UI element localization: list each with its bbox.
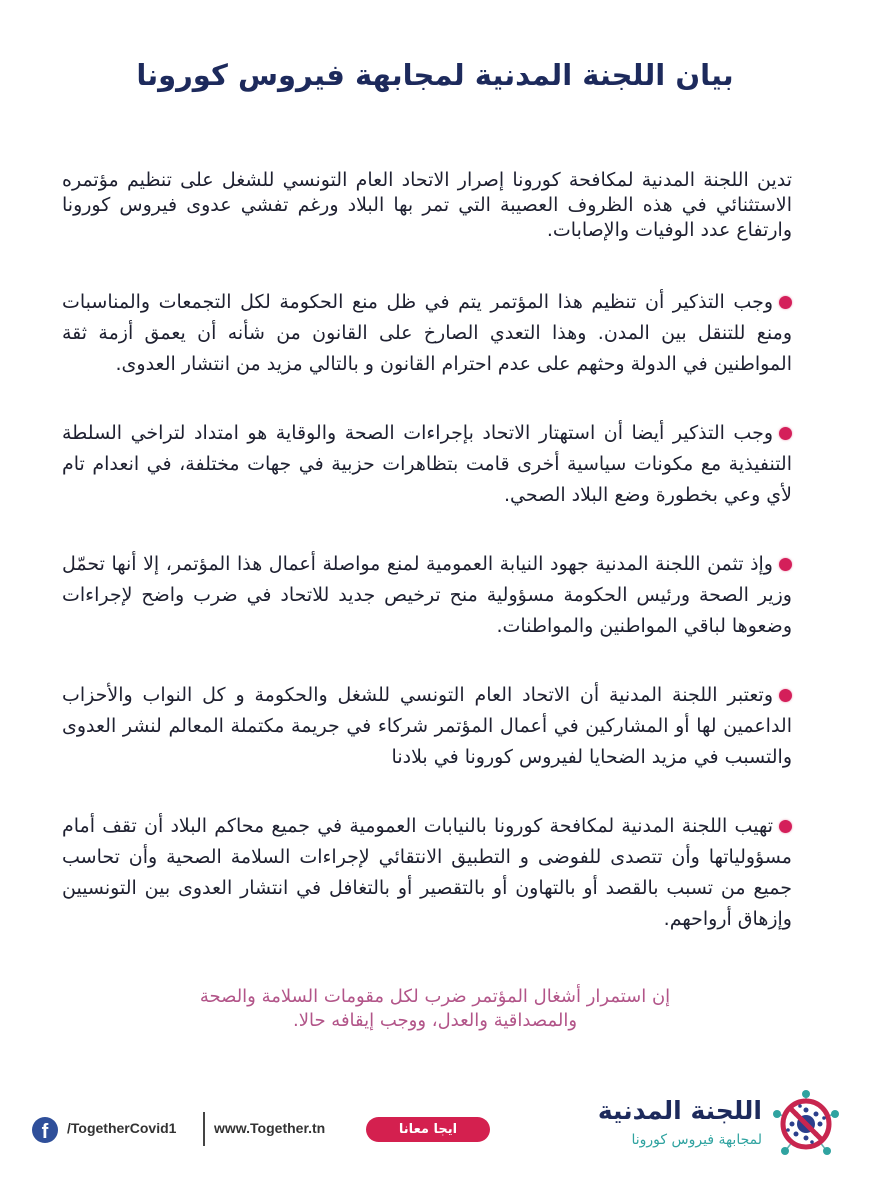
website-link[interactable]: www.Together.tn [214,1120,326,1136]
bullet-icon [779,820,792,833]
bullet-icon [779,558,792,571]
closing-line-1: إن استمرار أشغال المؤتمر ضرب لكل مقومات السلامة والصحة [199,986,671,1007]
bullet-icon [779,689,792,702]
closing-statement [0,985,870,1033]
logo-subtitle: لمجابهة فيروس كورونا [631,1132,762,1148]
point-text: وجب التذكير أيضا أن استهتار الاتحاد بإجراءات الصحة والوقاية هو امتداد لتراخي السلطة التنفيذية مع مكونات سياسية أخرى قامت بتظاهرات حزبية في جهات مختلفة، في انعدام تام لأي وعي بخطورة وضع البلاد الصحي. [62,422,792,506]
bullet-icon [779,296,792,309]
facebook-glyph: f [41,1121,49,1143]
statement-body [62,168,792,973]
point-text: وتعتبر اللجنة المدنية أن الاتحاد العام التونسي للشغل والحكومة و كل النواب والأحزاب الداعمين لها أو المشاركين في أعمال المؤتمر شركاء في جريمة مكتملة المعالم لنشر العدوى والتسبب في مزيد الضحايا لفيروس كورونا في بلادنا [62,684,792,768]
virus-crossed-icon [772,1090,840,1158]
point-text: وإذ تثمن اللجنة المدنية جهود النيابة العمومية لمنع مواصلة أعمال هذا المؤتمر، إلا أنها تحمّل وزير الصحة ورئيس الحكومة مسؤولية منح ترخيص جديد للاتحاد في ضرب واضح لإجراءات وضعوها لباقي المواطنين والمواطنات. [62,553,792,637]
committee-logo [580,1090,840,1170]
footer-divider [203,1112,205,1146]
facebook-handle-link[interactable]: /TogetherCovid1 [67,1120,177,1136]
footer [0,1096,870,1180]
bullet-icon [779,427,792,440]
join-us-button[interactable]: ايجا معانا [366,1117,490,1142]
intro-paragraph: تدين اللجنة المدنية لمكافحة كورونا إصرار الاتحاد العام التونسي للشغل على تنظيم مؤتمره الاستثنائي في هذه الظروف العصيبة التي تمر بها البلاد ورغم تفشي عدوى فيروس كورونا وارتفاع عدد الوفيات والإصابات. [62,169,792,241]
facebook-icon[interactable] [32,1117,58,1143]
closing-line-2: والمصداقية والعدل، ووجب إيقافه حالا. [292,1010,578,1031]
point-paragraph [62,680,792,773]
statement-title: بيان اللجنة المدنية لمجابهة فيروس كورونا [136,58,734,92]
point-paragraph [62,287,792,380]
point-paragraph [62,811,792,935]
logo-title: اللجنة المدنية [597,1096,762,1125]
point-paragraph [62,549,792,642]
point-text: وجب التذكير أن تنظيم هذا المؤتمر يتم في ظل منع الحكومة لكل التجمعات والمناسبات ومنع للتنقل بين المدن. وهذا التعدي الصارخ على القانون من شأنه أن يعمق أزمة ثقة المواطنين في الدولة وحثهم على عدم احترام القانون و بالتالي مزيد من انتشار العدوى. [62,291,792,375]
point-paragraph [62,418,792,511]
point-text: تهيب اللجنة المدنية لمكافحة كورونا بالنيابات العمومية في جميع محاكم البلاد أن تقف أمام مسؤولياتها وأن تتصدى للفوضى و التطبيق الانتقائي لإجراءات السلامة الصحية وأن تحاسب جميع من تسبب بالقصد أو بالتهاون أو بالتقصير أو بالتغافل في انتشار العدوى بين التونسيين وإزهاق أرواحهم. [62,815,792,930]
